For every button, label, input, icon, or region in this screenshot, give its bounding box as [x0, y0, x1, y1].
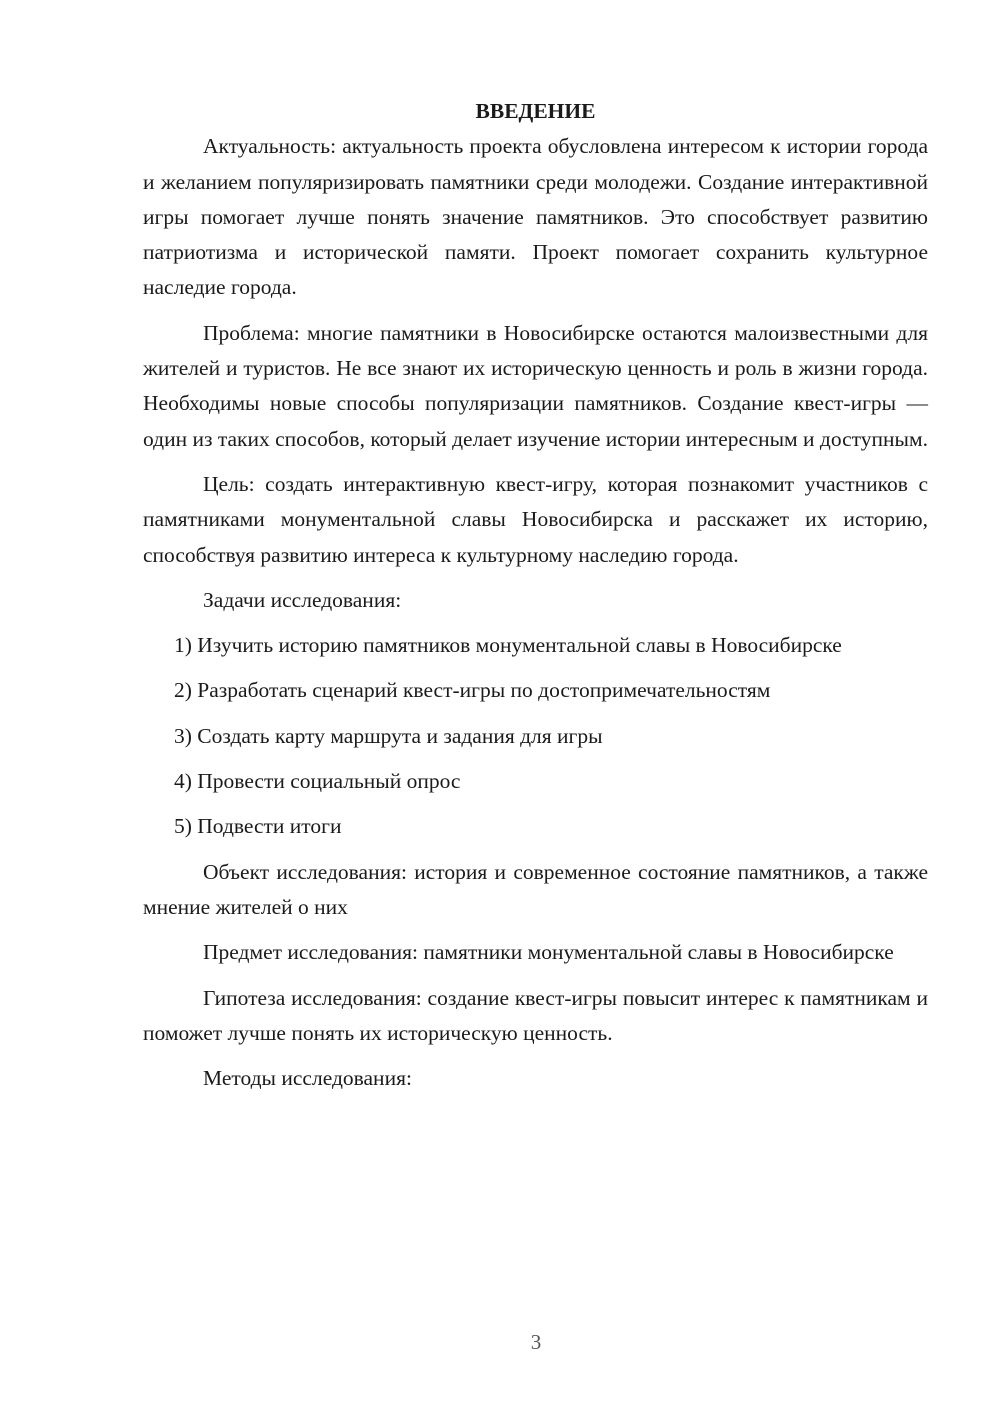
object-paragraph: Объект исследования: история и современное состояние памятников, а также мнение жителей о них [143, 859, 928, 919]
section-heading: ВВЕДЕНИЕ [475, 99, 596, 123]
subject-paragraph: Предмет исследования: памятники монументальной славы в Новосибирске [203, 940, 894, 965]
goal-paragraph: Цель: создать интерактивную квест-игру, которая познакомит участников с памятниками монументальной славы Новосибирска и расскажет их историю, способствуя развитию интереса к культурному наследию города. [143, 471, 928, 567]
task-item-5: 5) Подвести итоги [174, 814, 342, 839]
hypothesis-paragraph: Гипотеза исследования: создание квест-игры повысит интерес к памятникам и поможет лучше понять их историческую ценность. [143, 985, 928, 1045]
task-item-3: 3) Создать карту маршрута и задания для игры [174, 723, 603, 748]
methods-heading: Методы исследования: [203, 1066, 412, 1091]
problem-paragraph: Проблема: многие памятники в Новосибирске остаются малоизвестными для жителей и туристов. Не все знают их историческую ценность и роль в жизни города. Необходимы новые способы популяризации памятников. Создание квест-игры — один из таких способов, который делает изучение истории интересным и доступным. [143, 320, 928, 451]
tasks-heading: Задачи исследования: [203, 587, 402, 612]
task-item-2: 2) Разработать сценарий квест-игры по достопримечательностям [174, 678, 771, 703]
document-page [143, 94, 928, 1106]
page-number: 3 [530, 1330, 542, 1354]
task-item-4: 4) Провести социальный опрос [174, 769, 461, 794]
task-item-1: 1) Изучить историю памятников монументальной славы в Новосибирске [174, 633, 842, 658]
relevance-paragraph: Актуальность: актуальность проекта обусловлена интересом к истории города и желанием популяризировать памятники среди молодежи. Создание интерактивной игры помогает лучше понять значение памятников. Это способствует развитию патриотизма и исторической памяти. Проект помогает сохранить культурное наследие города. [143, 134, 928, 300]
